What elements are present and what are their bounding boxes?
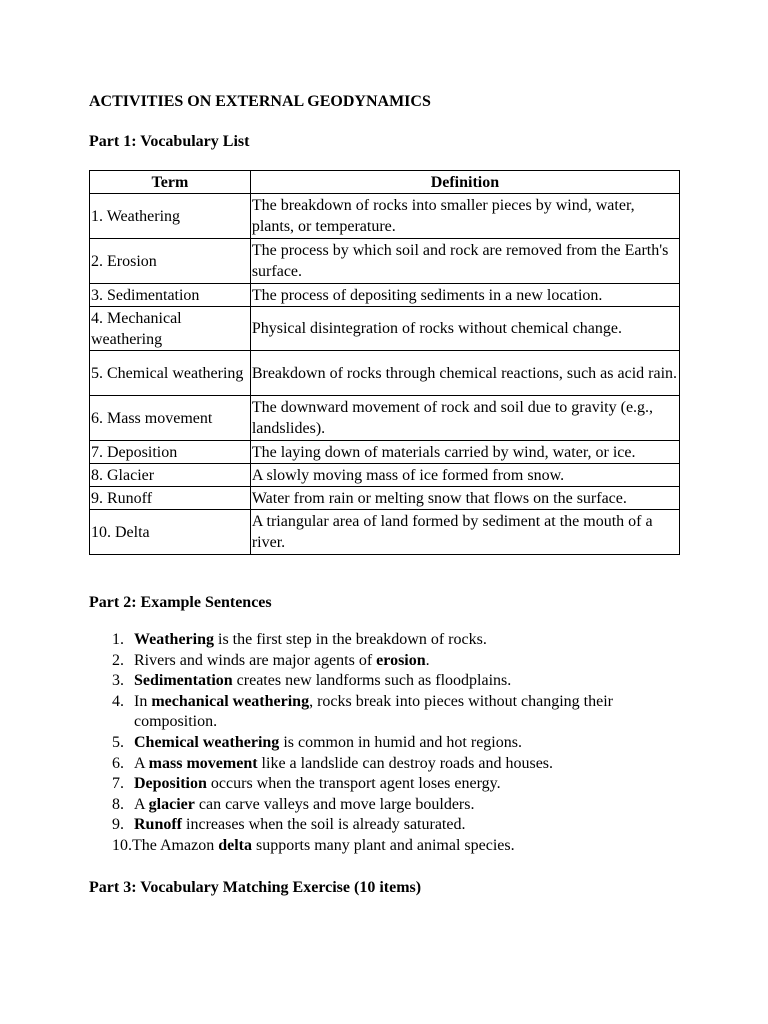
term-cell: 6. Mass movement [90,396,251,441]
list-item [89,692,681,733]
vocabulary-table [89,170,680,555]
sentence-keyword: mechanical weathering [151,692,310,710]
definition-cell: The downward movement of rock and soil due to gravity (e.g., landslides). [250,396,679,441]
document-title: ACTIVITIES ON EXTERNAL GEODYNAMICS [89,93,431,110]
list-number: 8. [112,795,124,813]
sentence-keyword: Chemical weathering [134,733,280,751]
definition-cell: A triangular area of land formed by sediment at the mouth of a river. [250,510,679,555]
sentence-keyword: erosion [376,651,426,669]
list-item [89,815,681,836]
list-number: 1. [112,631,124,648]
part1-heading: Part 1: Vocabulary List [89,133,250,150]
sentence-text-after: supports many plant and animal species. [251,836,515,854]
sentence-text-before: In [134,692,152,710]
term-cell: 5. Chemical weathering [90,351,251,396]
sentence-text-before: A [134,795,149,813]
sentence-text-after: like a landslide can destroy roads and houses. [257,754,554,772]
sentence-text-after: is common in humid and hot regions. [279,733,522,751]
list-number: 10. [112,836,132,854]
list-item [89,836,681,857]
definition-cell: The process by which soil and rock are removed from the Earth's surface. [250,239,679,284]
list-item [89,651,681,672]
sentence-keyword: delta [218,836,252,854]
sentence-text-before: The Amazon [132,836,219,854]
column-header-term: Term [90,171,251,194]
term-cell: 2. Erosion [90,239,251,284]
definition-cell: The process of depositing sediments in a new location. [250,284,679,307]
table-row [90,194,680,239]
part3-heading: Part 3: Vocabulary Matching Exercise (10 items) [89,879,422,896]
sentence-text-after: increases when the soil is already saturated. [182,816,466,834]
definition-cell: A slowly moving mass of ice formed from snow. [250,464,679,487]
sentence-text-after: is the first step in the breakdown of rocks. [214,631,487,648]
list-number: 2. [112,651,124,669]
list-number: 6. [112,754,124,772]
list-item [89,795,681,816]
sentence-keyword: Deposition [134,775,207,793]
table-row [90,307,680,351]
sentence-text-after: can carve valleys and move large boulders. [194,795,475,813]
definition-cell: The laying down of materials carried by wind, water, or ice. [250,441,679,464]
table-row [90,396,680,441]
table-header-row [90,171,680,194]
list-number: 3. [112,672,124,690]
sentence-keyword: glacier [148,795,195,813]
term-cell: 8. Glacier [90,464,251,487]
term-cell: 1. Weathering [90,194,251,239]
column-header-definition: Definition [250,171,679,194]
sentence-text-after: occurs when the transport agent loses energy. [206,775,501,793]
sentence-text-after: . [425,651,430,669]
sentence-keyword: mass movement [148,754,258,772]
definition-cell: Physical disintegration of rocks without chemical change. [250,307,679,351]
sentence-keyword: Weathering [134,631,214,648]
table-row [90,510,680,555]
list-item [89,671,681,692]
sentence-text-after: , rocks break into pieces without changing their composition. [134,692,613,731]
list-item [89,630,681,651]
table-row [90,441,680,464]
sentence-keyword: Runoff [134,816,183,834]
table-row [90,464,680,487]
list-number: 5. [112,733,124,751]
term-cell: 10. Delta [90,510,251,555]
example-sentences-list [89,630,681,857]
definition-cell: Breakdown of rocks through chemical reactions, such as acid rain. [250,351,679,396]
table-row [90,351,680,396]
term-cell: 3. Sedimentation [90,284,251,307]
sentence-keyword: Sedimentation [134,672,233,690]
term-cell: 9. Runoff [90,487,251,510]
list-item [89,754,681,775]
table-row [90,487,680,510]
sentence-text-after: creates new landforms such as floodplains. [232,672,512,690]
list-number: 7. [112,775,124,793]
sentence-text-before: A [134,754,149,772]
list-number: 9. [112,816,124,834]
list-number: 4. [112,692,124,710]
definition-cell: Water from rain or melting snow that flows on the surface. [250,487,679,510]
part2-heading: Part 2: Example Sentences [89,594,272,611]
term-cell: 4. Mechanical weathering [90,307,251,351]
list-item [89,774,681,795]
list-item [89,733,681,754]
definition-cell: The breakdown of rocks into smaller pieces by wind, water, plants, or temperature. [250,194,679,239]
table-row [90,284,680,307]
table-row [90,239,680,284]
sentence-text-before: Rivers and winds are major agents of [134,651,377,669]
term-cell: 7. Deposition [90,441,251,464]
